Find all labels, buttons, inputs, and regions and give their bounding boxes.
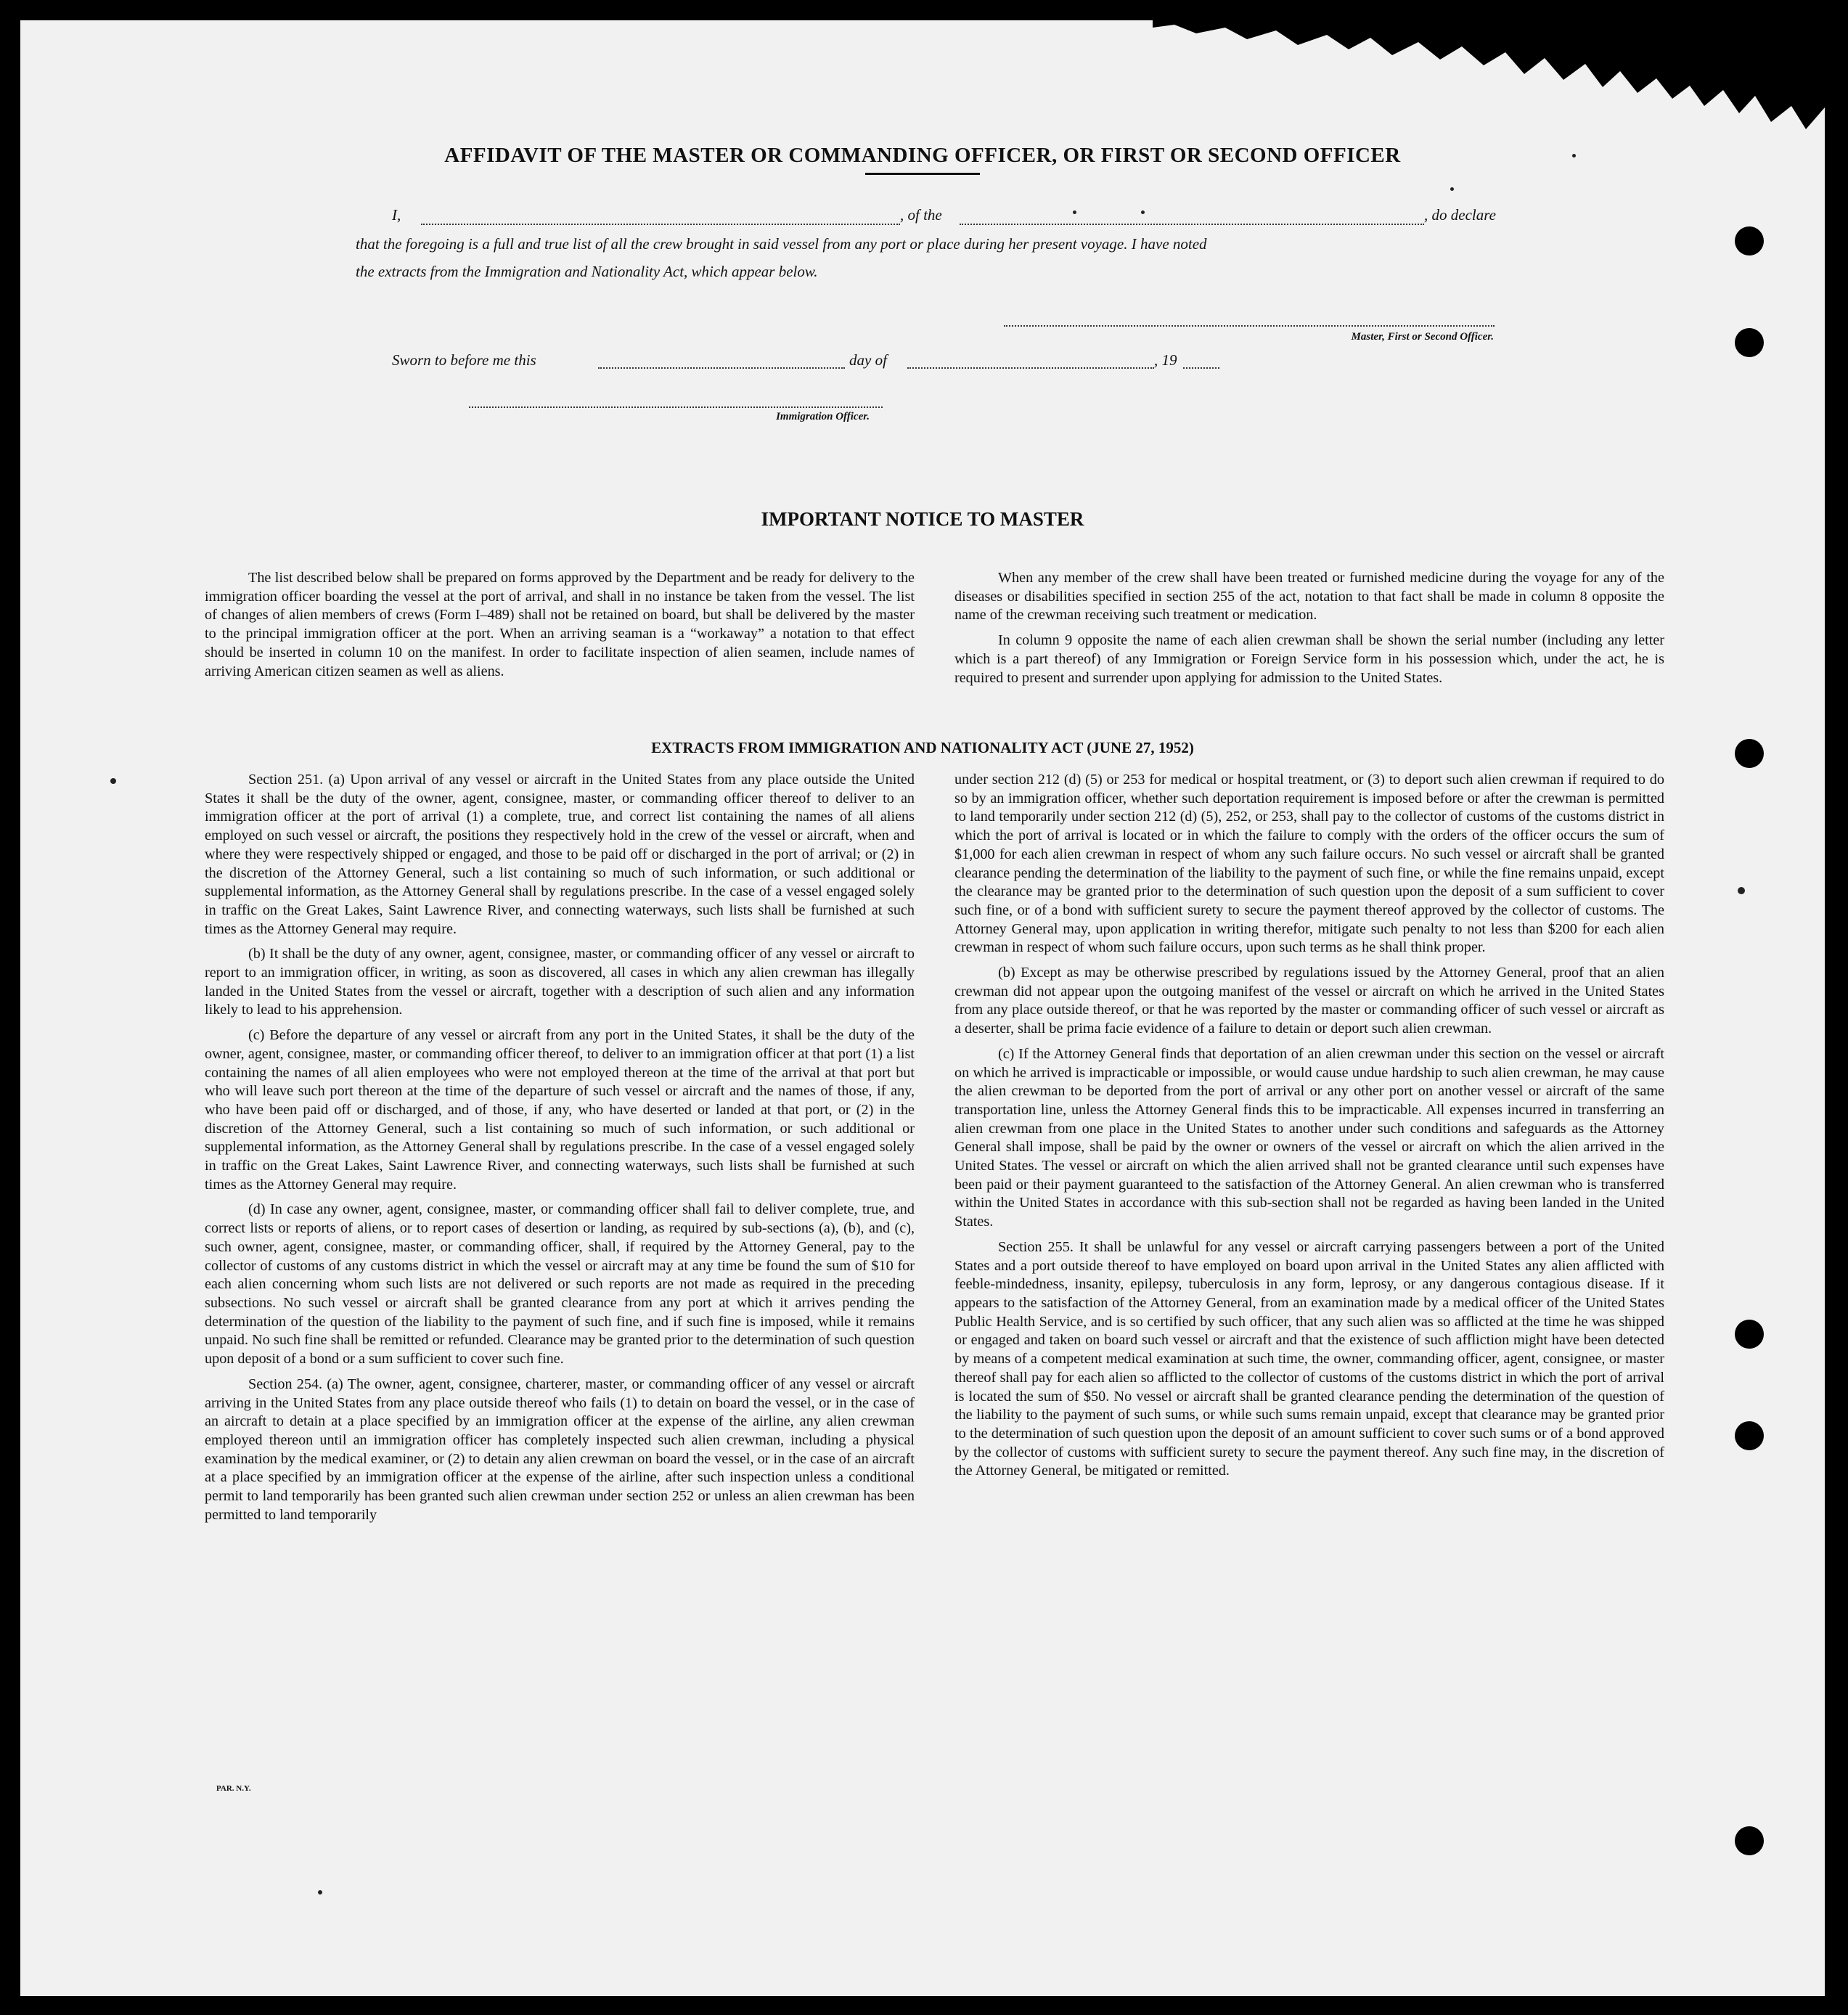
master-signature-label: Master, First or Second Officer. [1351,331,1494,343]
punch-hole [1735,226,1764,256]
punch-hole [1735,1421,1764,1450]
sworn-day-of: day of [849,351,887,369]
notice-paragraph: The list described below shall be prepared on forms approved by the Department and be ready for delivery to the immigration officer boarding the vessel at the port of arrival, and shall in no instance be taken from the vessel. The list of changes of alien members of crews (Form I–489) shall not be retained on board, but shall be delivered by the master to the principal immigration officer at the port. When an arriving seaman is a “workaway” a notation to that effect should be inserted in column 10 on the manifest. In order to facilitate inspection of alien seamen, include names of arriving American citizen seamen as well as aliens. [205,570,915,679]
statute-paragraph: Section 255. It shall be unlawful for any vessel or aircraft carrying passengers between a port of the United States and a port outside thereof to have employed on board upon arrival in the United States any alien afflicted with feeble-mindedness, insanity, epilepsy, tuberculosis in any form, leprosy, or any dangerous contagious disease. If it appears to the satisfaction of the Attorney General, from an examination made by a medical officer of the United States Public Health Service, and is so certified by such officer, that any such alien was so afflicted at the time he was shipped or engaged and taken on board such vessel or aircraft and that the existence of such affliction might have been detected by means of a competent medical examination at such time, the owner, commanding officer, agent, consignee, or master thereof shall pay for each alien so afflicted to the collector of customs of the customs district in which the port of arrival is located the sum of $50. No vessel or aircraft shall be granted clearance pending the determination of the question of the liability to the payment of such sums, or while such sums remain unpaid, except that clearance may be granted prior to the determination of such question upon the deposit of an amount sufficient to cover such sums or of a bond approved by the collector of customs with sufficient surety to secure the payment thereof. Any such fine may, in the discretion of the Attorney General, be mitigated or remitted. [954,1238,1664,1479]
punch-hole [1735,328,1764,357]
notice-title: IMPORTANT NOTICE TO MASTER [761,508,1084,530]
extracts-title: EXTRACTS FROM IMMIGRATION AND NATIONALITY ACT (JUNE 27, 1952) [651,739,1194,756]
printer-code: PAR. N.Y. [216,1784,251,1793]
statute-paragraph: (c) If the Attorney General finds that deportation of an alien crewman under this section on the vessel or aircraft on which he arrived is impracticable or impossible, or would cause undue hardship to such alien crewman, he may cause the alien crewman to be deported from the port of arrival or any other port on another vessel or aircraft of the same transportation line, unless the Attorney General finds this to be impracticable. All expenses incurred in transferring an alien crewman from one place in the United States to another under such conditions and safeguards as the Attorney General shall impose, shall be paid by the owner or owners of the vessel or aircraft on which the alien arrived in the United States. The vessel or aircraft on which the alien arrived shall not be granted clearance until such expenses have been paid or their payment guaranteed to the satisfaction of the Attorney General. An alien crewman who is transferred within the United States in accordance with this sub-section shall not be regarded as having been landed in the United States. [954,1045,1664,1230]
title-underline [865,173,980,175]
extracts-left-column [205,771,915,1531]
master-signature-field[interactable] [1004,325,1495,327]
statute-paragraph: (d) In case any owner, agent, consignee, master, or commanding officer shall fail to deliver complete, true, and correct lists or reports of aliens, or to report cases of desertion or landing, as required by sub-sections (a), (b), and (c), such owner, agent, consignee, master, or commanding officer, shall, if required by the Attorney General, pay to the collector of customs of any customs district in which the vessel or aircraft may at any time be found the sum of $10 for each alien concerning whom such lists are not delivered or such reports are not made as required in the preceding subsections. No such vessel or aircraft shall be granted clearance from any port at which it arrives pending the determination of the question of the liability to the payment of such fine, and if such fine is imposed, while it remains unpaid. No such fine shall be remitted or refunded. Clearance may be granted prior to the determination of such question upon deposit of a bond or a sum sufficient to cover such fine. [205,1201,915,1368]
notice-paragraph: When any member of the crew shall have been treated or furnished medicine during the voyage for any of the diseases or disabilities specified in section 255 of the act, notation to that fact shall be made in column 8 opposite the name of the crewman receiving such treatment or medication. [954,570,1664,624]
statute-paragraph: (c) Before the departure of any vessel or aircraft from any port in the United States, it shall be the duty of the owner, agent, consignee, master, or commanding officer thereof, to deliver to an immigration officer at that port (1) a list containing the names of all alien employees who were not employed thereon at the time of the arrival at that port but who will leave such port thereon at the time of the departure of such vessel or aircraft and the names of those, if any, who have been paid off or discharged, and of those, if any, who have deserted or landed at that port, or (2) in the discretion of the Attorney General, such a list containing so much of such information, or such additional or supplemental information, as the Attorney General shall by regulations prescribe. In the case of a vessel engaged solely in traffic on the Great Lakes, Saint Lawrence River, and connecting waterways, such lists shall be furnished at such times as the Attorney General may require. [205,1027,915,1193]
affidavit-title: AFFIDAVIT OF THE MASTER OR COMMANDING OFFICER, OR FIRST OR SECOND OFFICER [444,144,1401,167]
statute-paragraph: under section 212 (d) (5) or 253 for medical or hospital treatment, or (3) to deport such alien crewman if required to do so by an immigration officer, whether such deportation requirement is imposed before or after the crewman is permitted to land temporarily under section 212 (d) (5), 252, or 253, shall pay to the collector of customs of the customs district in which the port of arrival is located or in which the failure to comply with the orders of the officer occurs the sum of $1,000 for each alien crewman in respect of whom any such failure occurs. No such vessel or aircraft shall be granted clearance pending the determination of the liability to the payment of such fine, or while the fine remains unpaid, except the clearance may be granted prior to the determination of such question upon the deposit of a sum sufficient to cover such fine, or of a bond with sufficient surety to secure the payment thereof approved by the collector of customs. The Attorney General may, upon application in writing therefor, mitigate such penalty to not less than $200 for each alien crewman in respect of whom such failure occurs, upon such terms as he shall think proper. [954,772,1664,956]
notice-left-column [205,569,915,687]
sworn-year-field[interactable] [1183,367,1219,369]
notice-paragraph: In column 9 opposite the name of each alien crewman shall be shown the serial number (including any letter which is a part thereof) of any Immigration or Foreign Service form in his possession which, under the act, he is required to present and surrender upon applying for admission to the United States. [954,632,1664,686]
vessel-prefix: , of the [900,206,942,224]
sworn-day-field[interactable] [598,367,845,369]
declarant-name-field[interactable] [421,224,900,225]
sworn-year-prefix: , 19 [1154,351,1177,369]
statute-paragraph: Section 254. (a) The owner, agent, consignee, charterer, master, or commanding officer of any vessel or aircraft arriving in the United States from any place outside thereof who fails (1) to detain on board the vessel, or in the case of an aircraft to detain at a place specified by an immigration officer at the expense of the airline, any alien crewman employed thereon until an immigration officer has completely inspected such alien crewman, including a physical examination by the medical examiner, or (2) to detain any alien crewman on board the vessel, or in the case of an aircraft at a place specified by an immigration officer at the expense of the airline, after such inspection unless a conditional permit to land temporarily has been granted such alien crewman under section 252 or unless an alien crewman has been permitted to land temporarily [205,1376,915,1523]
officer-signature-label: Immigration Officer. [776,411,870,422]
declare-suffix: , do declare [1424,206,1496,224]
declarant-prefix: I, [392,206,401,224]
statute-paragraph: Section 251. (a) Upon arrival of any vessel or aircraft in the United States from any place outside the United States it shall be the duty of the owner, agent, consignee, master, or commanding officer thereof to deliver to an immigration officer at the port of arrival (1) a complete, true, and correct list containing the names of all aliens employed on such vessel or aircraft, the positions they respectively hold in the crew of the vessel or aircraft, when and where they were respectively shipped or engaged, and those to be paid off or discharged in the port of arrival; or (2) in the discretion of the Attorney General, such a list containing so much of such information, or such additional or supplemental information, as the Attorney General shall by regulations prescribe. In the case of a vessel engaged solely in traffic on the Great Lakes, Saint Lawrence River, and connecting waterways, such lists shall be furnished at such times as the Attorney General may require. [205,772,915,937]
officer-signature-field[interactable] [469,406,883,408]
statute-paragraph: (b) It shall be the duty of any owner, agent, consignee, master, or commanding officer of any vessel or aircraft to report to an immigration officer, in writing, as soon as discovered, all cases in which any alien crewman has illegally landed in the United States from the vessel or aircraft, together with a description of such alien and any information likely to lead to his apprehension. [205,946,915,1018]
notice-right-column [954,569,1664,694]
extracts-right-column [954,771,1664,1487]
sworn-prefix: Sworn to before me this [392,351,536,369]
sworn-month-field[interactable] [907,367,1154,369]
vessel-name-field[interactable] [960,224,1424,225]
punch-hole [1735,1320,1764,1349]
torn-edge [1153,20,1825,151]
punch-hole [1735,1826,1764,1855]
affidavit-statement-line1: that the foregoing is a full and true list of all the crew brought in said vessel from any port or place during her present voyage. I have noted [356,235,1207,253]
statute-paragraph: (b) Except as may be otherwise prescribed by regulations issued by the Attorney General, proof that an alien crewman did not appear upon the outgoing manifest of the vessel or aircraft on which he arrived in the United States from any place outside thereof, or that he was reported by the master or commanding officer of such vessel or aircraft as a deserter, shall be prima facie evidence of a failure to detain or deport such alien crewman. [954,965,1664,1037]
form-page [20,20,1825,1996]
affidavit-statement-line2: the extracts from the Immigration and Nationality Act, which appear below. [356,263,818,280]
